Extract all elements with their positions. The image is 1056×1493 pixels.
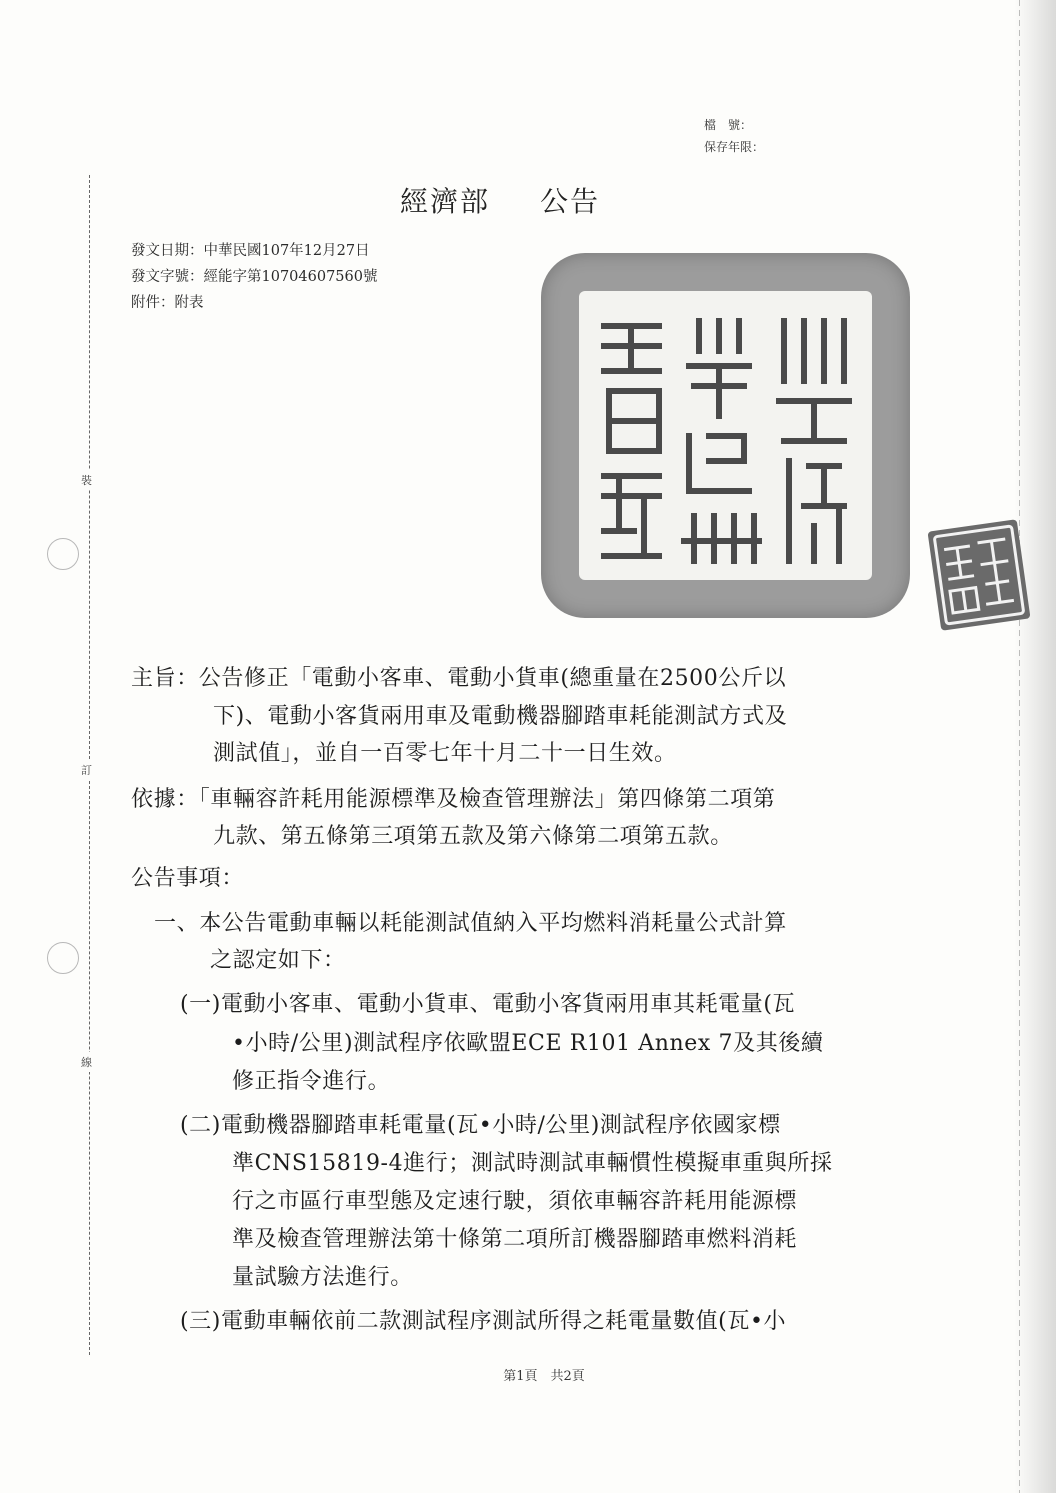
overlap-stamp bbox=[927, 519, 1030, 631]
scan-edge-shadow bbox=[1014, 0, 1056, 1493]
file-number-label: 檔 號： bbox=[704, 118, 753, 132]
basis-line-2: 九款、第五條第三項第五款及第六條第二項第五款。 bbox=[213, 824, 733, 849]
document-number: 發文字號：經能字第10704607560號 bbox=[131, 269, 378, 285]
title-type: 公告 bbox=[540, 185, 601, 218]
overlap-stamp-glyphs bbox=[927, 519, 1030, 631]
sub2-line-2: 準CNS15819-4進行；測試時測試車輛慣性模擬車重與所採 bbox=[232, 1151, 833, 1176]
subject-line-3: 測試值」，並自一百零七年十月二十一日生效。 bbox=[213, 741, 677, 766]
subject-line-2: 下)、電動小客貨兩用車及電動機器腳踏車耗能測試方式及 bbox=[213, 704, 788, 729]
basis-line-1: 依據：「車輛容許耗用能源標準及檢查管理辦法」第四條第二項第 bbox=[131, 787, 776, 812]
sub1-line-3: 修正指令進行。 bbox=[232, 1069, 391, 1094]
sub2-line-5: 量試驗方法進行。 bbox=[232, 1265, 413, 1290]
scan-edge-line bbox=[1019, 0, 1020, 1493]
seal-inner bbox=[579, 291, 872, 580]
official-seal bbox=[541, 253, 910, 618]
page-number: 第1頁 共2頁 bbox=[503, 1369, 585, 1384]
seal-glyphs bbox=[579, 291, 872, 580]
issue-date: 發文日期：中華民國107年12月27日 bbox=[131, 243, 370, 259]
punch-hole-bottom bbox=[47, 942, 79, 974]
retention-period-label: 保存年限： bbox=[704, 140, 765, 154]
subject-line-1: 主旨：公告修正「電動小客車、電動小貨車(總重量在2500公斤以 bbox=[131, 666, 787, 691]
notice-heading: 公告事項： bbox=[131, 866, 245, 891]
sub2-line-1: (二)電動機器腳踏車耗電量(瓦•小時/公里)測試程序依國家標 bbox=[180, 1113, 781, 1138]
sub1-line-2: •小時/公里)測試程序依歐盟ECE R101 Annex 7及其後續 bbox=[232, 1031, 824, 1056]
sub2-line-3: 行之市區行車型態及定速行駛，須依車輛容許耗用能源標 bbox=[232, 1189, 798, 1214]
archive-info bbox=[704, 114, 764, 158]
sub2-line-4: 準及檢查管理辦法第十條第二項所訂機器腳踏車燃料消耗 bbox=[232, 1227, 798, 1252]
sub3-line-1: (三)電動車輛依前二款測試程序測試所得之耗電量數值(瓦•小 bbox=[180, 1309, 787, 1334]
page-title bbox=[0, 180, 1000, 220]
binding-mark-bottom: 線 bbox=[81, 1052, 92, 1072]
binding-mark-middle: 訂 bbox=[81, 760, 92, 780]
item1-line-1: 一、本公告電動車輛以耗能測試值納入平均燃料消耗量公式計算 bbox=[154, 911, 787, 936]
attachment: 附件：附表 bbox=[131, 295, 204, 311]
binding-mark-top: 裝 bbox=[81, 470, 92, 490]
document-meta bbox=[131, 238, 377, 316]
title-org: 經濟部 bbox=[399, 185, 490, 218]
sub1-line-1: (一)電動小客車、電動小貨車、電動小客貨兩用車其耗電量(瓦 bbox=[180, 992, 796, 1017]
item1-line-2: 之認定如下： bbox=[210, 948, 346, 973]
punch-hole-top bbox=[47, 538, 79, 570]
